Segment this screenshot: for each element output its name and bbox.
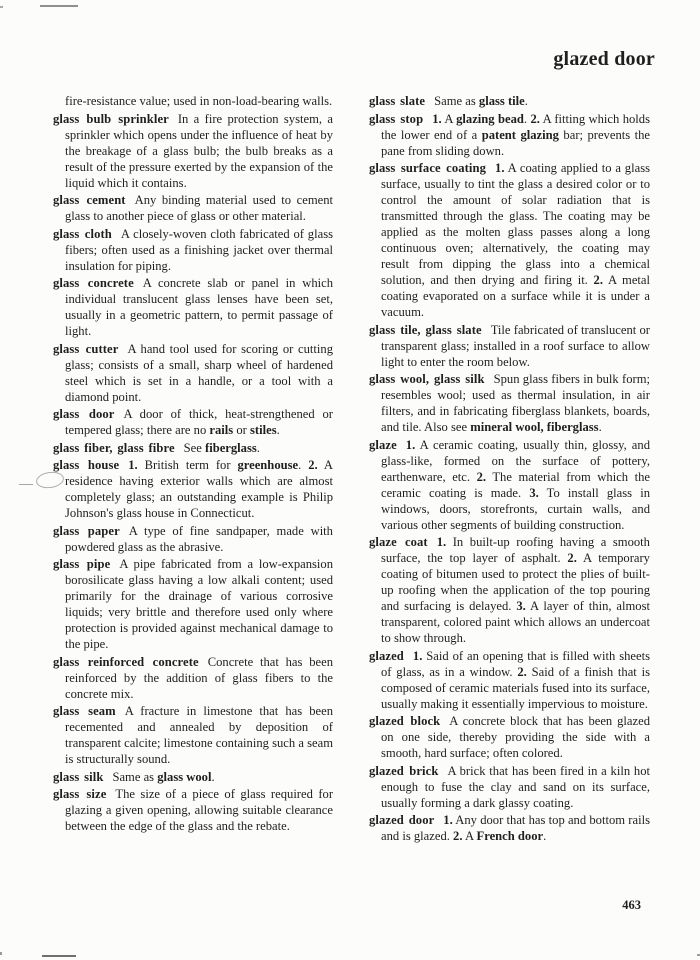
dictionary-entry: glass seam A fracture in limestone that has been recemented and annealed by deposition of transparent calcite; limestone containing such a seam is structurally sound. <box>53 704 333 766</box>
sense-number: 2. <box>476 469 487 484</box>
dictionary-entry: glazed block A concrete block that has been glazed on one side, thereby providing the side with a smooth, hard surface; often colored. <box>369 714 650 760</box>
entry-headword: glass silk <box>53 769 104 784</box>
cross-reference: glass tile <box>478 94 525 108</box>
entry-headword: glass door <box>53 407 115 421</box>
dictionary-entry: glass wool, glass silk Spun glass fibers in bulk form; resembles wool; used as thermal insulation, in air filters, and in fabricating fiberglass blankets, boards, and tile. Also see mineral wool, fiberglass. <box>369 372 650 434</box>
dictionary-entry: glazed brick A brick that has been fired in a kiln hot enough to fuse the clay and sand on its surface, usually forming a dark glassy coating. <box>369 763 651 810</box>
entry-headword: glass tile, glass slate <box>369 322 482 337</box>
sense-number: 2. <box>308 458 318 472</box>
cross-reference: patent glazing <box>481 127 559 142</box>
sense-number: 1. <box>405 437 416 452</box>
dictionary-entry: glass fiber, glass fibre See fiberglass. <box>53 440 260 455</box>
cross-reference: French door <box>476 829 544 843</box>
sense-number: 2. <box>567 551 577 565</box>
dictionary-entry: glass size The size of a piece of glass required for glazing a given opening, allowing suitable clearance between the edge of the glass and the rebate. <box>53 787 334 833</box>
entry-headword: glass cutter <box>53 341 119 356</box>
entry-headword: glass concrete <box>53 276 134 290</box>
sense-number: 1. <box>443 813 453 827</box>
entry-headword: glass slate <box>369 94 426 108</box>
sense-number: 1. <box>495 161 505 175</box>
entry-headword: glazed door <box>369 813 435 827</box>
entry-headword: glazed <box>369 648 404 663</box>
dictionary-entry: glass paper A type of fine sandpaper, made with powdered glass as the abrasive. <box>53 523 333 554</box>
pencil-mark-dash <box>19 484 33 485</box>
dictionary-entry: glass slate Same as glass tile. <box>369 94 528 108</box>
entry-headword: glass bulb sprinkler <box>53 111 169 126</box>
scan-artifact-top-edge-tick <box>0 6 3 8</box>
dictionary-entry: glass house 1. British term for greenhouse. 2. A residence having exterior walls which are almost completely glass; an outstanding example is Philip Johnson's glass house in Connecticut. <box>53 458 333 520</box>
dictionary-entry: glazed door 1. Any door that has top and bottom rails and is glazed. 2. A French door. <box>369 813 650 843</box>
scan-artifact-top-line <box>40 5 78 7</box>
sense-number: 2. <box>453 829 463 843</box>
running-header: glazed door <box>553 48 655 70</box>
dictionary-entry: glass silk Same as glass wool. <box>53 769 215 784</box>
entry-headword: glazed block <box>369 714 441 728</box>
dictionary-entry: glass concrete A concrete slab or panel in which individual translucent glass lenses have been set, usually in a geometric pattern, to permit passage of light. <box>53 276 333 338</box>
entry-headword: glass house <box>53 458 120 472</box>
dictionary-entry: glass surface coating 1. A coating applied to a glass surface, usually to tint the glass a desired color or to control the amount of solar radiation that is transmitted through the glass. The coating may be applied as the molten glass passes along a long continuous oven; alternatively, the coating may result from dipping the glass into a chemical solution, and then drying and firing it. 2. A metal coating evaporated on a surface while it is under a vacuum. <box>369 161 650 319</box>
cross-reference: stiles <box>250 423 277 437</box>
dictionary-entry: glass pipe A pipe fabricated from a low-expansion borosilicate glass having a low alkali content; used primarily for the drainage of various corrosive liquids; very brittle and therefore used only where protection is provided against mechanical damage to the pipe. <box>53 557 334 651</box>
sense-number: 3. <box>516 599 526 613</box>
entry-headword: glass cement <box>53 193 126 207</box>
sense-number: 2. <box>530 111 540 126</box>
entry-headword: glass wool, glass silk <box>369 372 485 386</box>
cross-reference: rails <box>209 423 234 437</box>
entry-headword: glass paper <box>53 523 120 538</box>
scan-artifact-bottom-left-tick <box>0 952 2 955</box>
dictionary-entry: glaze coat 1. In built-up roofing having a smooth surface, the top layer of asphalt. 2. A temporary coating of bitumen used to protect the plies of built-up roofing when the application of the top pouring and surfacing is delayed. 3. A layer of thin, almost transparent, colored paint which allows an undercoat to show through. <box>369 535 650 645</box>
cross-reference: glass wool <box>157 769 212 784</box>
entry-continuation: fire-resistance value; used in non-load-bearing walls. <box>65 94 333 108</box>
entry-headword: glazed brick <box>369 763 439 778</box>
dictionary-entry: glazed 1. Said of an opening that is filled with sheets of glass, as in a window. 2. Said of a finish that is composed of ceramic materials fused into its surface, usually making it essentially impervious to moisture. <box>369 648 650 711</box>
dictionary-entry: glass door A door of thick, heat-strengthened or tempered glass; there are no rails or stiles. <box>53 407 333 437</box>
cross-reference: glazing bead <box>456 111 524 126</box>
dictionary-entry: glaze 1. A ceramic coating, usually thin, glossy, and glass-like, formed on the surface of pottery, earthenware, etc. 2. The material from which the ceramic coating is made. 3. To install glass in windows, doors, storefronts, curtain walls, and various other segments of building construction. <box>369 437 651 532</box>
dictionary-entry: glass tile, glass slate Tile fabricated of translucent or transparent glass; installed in a roof surface to allow light to enter the room below. <box>369 322 650 369</box>
dictionary-entry: glass stop 1. A glazing bead. 2. A fitting which holds the lower end of a patent glazing bar; prevents the pane from sliding down. <box>369 111 651 158</box>
sense-number: 1. <box>432 111 442 126</box>
dictionary-entry: glass reinforced concrete Concrete that has been reinforced by the addition of glass fibers to the concrete mix. <box>53 654 333 701</box>
entry-headword: glass pipe <box>53 557 111 571</box>
cross-reference: mineral wool, fiberglass <box>470 420 599 434</box>
right-column <box>369 93 650 846</box>
dictionary-entry: glass cutter A hand tool used for scoring or cutting glass; consists of a small, sharp wheel of hardened steel which is set in a handle, or a tool with a diamond point. <box>53 341 333 404</box>
cross-reference: fiberglass <box>205 440 257 455</box>
page-number: 463 <box>622 898 641 912</box>
sense-number: 1. <box>436 535 447 549</box>
entry-headword: glass seam <box>53 704 116 718</box>
cross-reference: greenhouse <box>237 458 299 472</box>
left-column <box>53 93 333 836</box>
scan-artifact-bottom-line <box>42 955 76 957</box>
entry-headword: glass stop <box>369 111 424 126</box>
sense-number: 2. <box>517 664 527 679</box>
sense-number: 1. <box>128 458 138 472</box>
dictionary-entry: glass bulb sprinkler In a fire protection system, a sprinkler which opens under the influence of heat by the breakage of a glass bulb; the bulb breaks as a result of the pressure exerted by the expansion of the liquid which it contains. <box>53 111 333 190</box>
entry-headword: glass surface coating <box>369 161 487 175</box>
sense-number: 3. <box>529 485 539 500</box>
entry-headword: glaze coat <box>369 535 428 549</box>
entry-headword: glaze <box>369 437 397 452</box>
dictionary-entry: glass cloth A closely-woven cloth fabricated of glass fibers; often used as a finishing jacket over thermal insulation for piping. <box>53 226 333 273</box>
dictionary-entry: glass cement Any binding material used to cement glass to another piece of glass or other material. <box>53 193 333 223</box>
sense-number: 1. <box>412 648 423 663</box>
entry-headword: glass fiber, glass fibre <box>53 440 175 455</box>
entry-headword: glass cloth <box>53 226 112 241</box>
entry-headword: glass reinforced concrete <box>53 654 199 669</box>
sense-number: 2. <box>593 273 603 287</box>
entry-headword: glass size <box>53 787 107 801</box>
